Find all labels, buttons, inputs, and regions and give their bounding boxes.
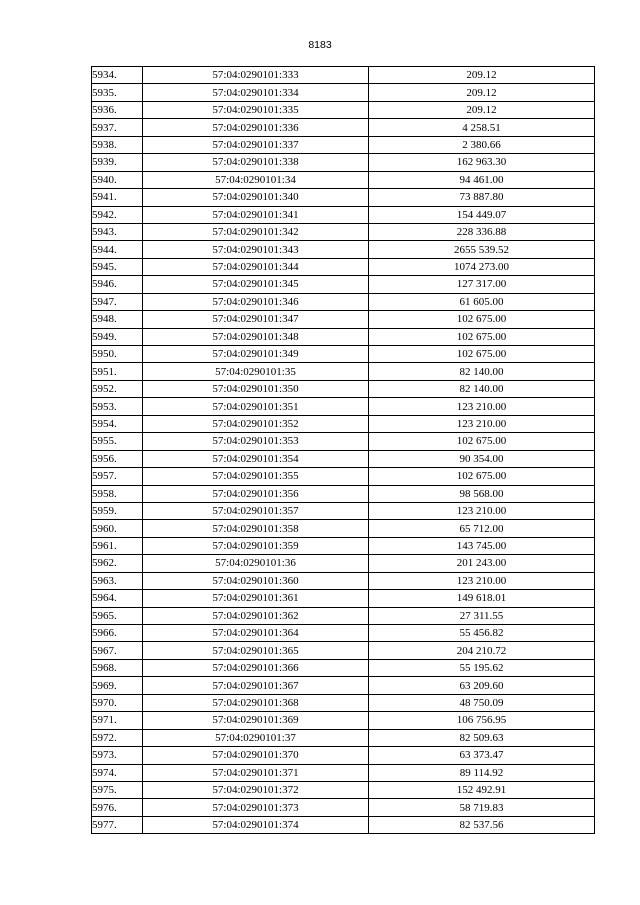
cadastral-number-cell: 57:04:0290101:340 [143, 189, 369, 206]
table-row [92, 520, 595, 537]
cadastral-value-cell: 209.12 [369, 101, 595, 118]
cadastral-value-cell: 102 675.00 [369, 328, 595, 345]
table-row [92, 729, 595, 746]
table-row [92, 119, 595, 136]
row-number-cell: 5972. [92, 729, 143, 746]
cadastral-value-cell: 27 311.55 [369, 607, 595, 624]
table-row [92, 659, 595, 676]
row-number-cell: 5955. [92, 433, 143, 450]
table-row [92, 555, 595, 572]
row-number-cell: 5950. [92, 346, 143, 363]
row-number-cell: 5957. [92, 468, 143, 485]
row-number-cell: 5936. [92, 101, 143, 118]
row-number-cell: 5965. [92, 607, 143, 624]
row-number-cell: 5964. [92, 590, 143, 607]
cadastral-value-cell: 82 140.00 [369, 363, 595, 380]
cadastral-number-cell: 57:04:0290101:369 [143, 712, 369, 729]
table-row [92, 468, 595, 485]
cadastral-value-cell: 82 537.56 [369, 816, 595, 833]
row-number-cell: 5960. [92, 520, 143, 537]
cadastral-value-cell: 94 461.00 [369, 171, 595, 188]
row-number-cell: 5971. [92, 712, 143, 729]
cadastral-number-cell: 57:04:0290101:362 [143, 607, 369, 624]
row-number-cell: 5938. [92, 136, 143, 153]
cadastral-value-cell: 4 258.51 [369, 119, 595, 136]
cadastral-value-cell: 102 675.00 [369, 468, 595, 485]
table-row [92, 363, 595, 380]
cadastral-number-cell: 57:04:0290101:349 [143, 346, 369, 363]
row-number-cell: 5977. [92, 816, 143, 833]
cadastral-value-cell: 65 712.00 [369, 520, 595, 537]
cadastral-number-cell: 57:04:0290101:342 [143, 223, 369, 240]
cadastral-number-cell: 57:04:0290101:344 [143, 258, 369, 275]
cadastral-number-cell: 57:04:0290101:364 [143, 625, 369, 642]
cadastral-number-cell: 57:04:0290101:356 [143, 485, 369, 502]
row-number-cell: 5947. [92, 293, 143, 310]
table-row [92, 450, 595, 467]
row-number-cell: 5946. [92, 276, 143, 293]
cadastral-value-cell: 90 354.00 [369, 450, 595, 467]
cadastral-value-cell: 123 210.00 [369, 415, 595, 432]
cadastral-number-cell: 57:04:0290101:354 [143, 450, 369, 467]
cadastral-value-cell: 1074 273.00 [369, 258, 595, 275]
cadastral-value-cell: 204 210.72 [369, 642, 595, 659]
cadastral-value-cell: 89 114.92 [369, 764, 595, 781]
cadastral-number-cell: 57:04:0290101:36 [143, 555, 369, 572]
row-number-cell: 5942. [92, 206, 143, 223]
cadastral-value-cell: 143 745.00 [369, 537, 595, 554]
cadastral-number-cell: 57:04:0290101:357 [143, 502, 369, 519]
cadastral-number-cell: 57:04:0290101:360 [143, 572, 369, 589]
cadastral-number-cell: 57:04:0290101:372 [143, 781, 369, 798]
cadastral-number-cell: 57:04:0290101:346 [143, 293, 369, 310]
cadastral-value-cell: 154 449.07 [369, 206, 595, 223]
cadastral-number-cell: 57:04:0290101:337 [143, 136, 369, 153]
cadastral-number-cell: 57:04:0290101:350 [143, 380, 369, 397]
table-row [92, 380, 595, 397]
row-number-cell: 5951. [92, 363, 143, 380]
cadastral-value-cell: 102 675.00 [369, 433, 595, 450]
cadastral-value-cell: 201 243.00 [369, 555, 595, 572]
table-row [92, 258, 595, 275]
cadastral-number-cell: 57:04:0290101:348 [143, 328, 369, 345]
row-number-cell: 5975. [92, 781, 143, 798]
table-row [92, 712, 595, 729]
cadastral-number-cell: 57:04:0290101:338 [143, 154, 369, 171]
row-number-cell: 5934. [92, 67, 143, 84]
row-number-cell: 5967. [92, 642, 143, 659]
cadastral-number-cell: 57:04:0290101:341 [143, 206, 369, 223]
table-row [92, 816, 595, 833]
row-number-cell: 5962. [92, 555, 143, 572]
table-row [92, 694, 595, 711]
row-number-cell: 5954. [92, 415, 143, 432]
cadastral-value-cell: 73 887.80 [369, 189, 595, 206]
cadastral-value-cell: 209.12 [369, 84, 595, 101]
cadastral-value-cell: 152 492.91 [369, 781, 595, 798]
table-row [92, 154, 595, 171]
cadastral-number-cell: 57:04:0290101:373 [143, 799, 369, 816]
cadastral-number-cell: 57:04:0290101:351 [143, 398, 369, 415]
cadastral-number-cell: 57:04:0290101:370 [143, 747, 369, 764]
row-number-cell: 5940. [92, 171, 143, 188]
cadastral-number-cell: 57:04:0290101:368 [143, 694, 369, 711]
row-number-cell: 5935. [92, 84, 143, 101]
cadastral-number-cell: 57:04:0290101:365 [143, 642, 369, 659]
cadastral-number-cell: 57:04:0290101:366 [143, 659, 369, 676]
table-row [92, 101, 595, 118]
table-row [92, 328, 595, 345]
row-number-cell: 5969. [92, 677, 143, 694]
cadastral-number-cell: 57:04:0290101:335 [143, 101, 369, 118]
cadastral-number-cell: 57:04:0290101:359 [143, 537, 369, 554]
row-number-cell: 5963. [92, 572, 143, 589]
cadastral-value-cell: 102 675.00 [369, 311, 595, 328]
table-row [92, 67, 595, 84]
cadastral-number-cell: 57:04:0290101:347 [143, 311, 369, 328]
row-number-cell: 5948. [92, 311, 143, 328]
table-row [92, 747, 595, 764]
table-row [92, 799, 595, 816]
row-number-cell: 5943. [92, 223, 143, 240]
table-row [92, 485, 595, 502]
cadastral-value-cell: 2 380.66 [369, 136, 595, 153]
table-row [92, 502, 595, 519]
cadastral-number-cell: 57:04:0290101:361 [143, 590, 369, 607]
cadastral-value-cell: 106 756.95 [369, 712, 595, 729]
table-row [92, 537, 595, 554]
cadastral-value-cell: 2655 539.52 [369, 241, 595, 258]
table-row [92, 206, 595, 223]
table-row [92, 642, 595, 659]
table-row [92, 189, 595, 206]
table-row [92, 311, 595, 328]
table-row [92, 84, 595, 101]
table-row [92, 136, 595, 153]
row-number-cell: 5937. [92, 119, 143, 136]
row-number-cell: 5974. [92, 764, 143, 781]
cadastral-number-cell: 57:04:0290101:358 [143, 520, 369, 537]
cadastral-value-cell: 48 750.09 [369, 694, 595, 711]
row-number-cell: 5952. [92, 380, 143, 397]
table-row [92, 398, 595, 415]
row-number-cell: 5944. [92, 241, 143, 258]
cadastral-value-cell: 102 675.00 [369, 346, 595, 363]
cadastral-value-cell: 82 509.63 [369, 729, 595, 746]
cadastral-number-cell: 57:04:0290101:343 [143, 241, 369, 258]
cadastral-number-cell: 57:04:0290101:353 [143, 433, 369, 450]
table-row [92, 293, 595, 310]
cadastral-value-cell: 82 140.00 [369, 380, 595, 397]
table-body [92, 67, 595, 834]
table-row [92, 241, 595, 258]
table-row [92, 346, 595, 363]
row-number-cell: 5959. [92, 502, 143, 519]
table-row [92, 171, 595, 188]
cadastral-number-cell: 57:04:0290101:367 [143, 677, 369, 694]
row-number-cell: 5941. [92, 189, 143, 206]
table-row [92, 781, 595, 798]
cadastral-value-cell: 149 618.01 [369, 590, 595, 607]
cadastral-number-cell: 57:04:0290101:336 [143, 119, 369, 136]
cadastral-value-cell: 228 336.88 [369, 223, 595, 240]
cadastral-number-cell: 57:04:0290101:334 [143, 84, 369, 101]
row-number-cell: 5966. [92, 625, 143, 642]
cadastral-number-cell: 57:04:0290101:37 [143, 729, 369, 746]
row-number-cell: 5956. [92, 450, 143, 467]
table-row [92, 572, 595, 589]
row-number-cell: 5958. [92, 485, 143, 502]
row-number-cell: 5973. [92, 747, 143, 764]
cadastral-value-cell: 63 209.60 [369, 677, 595, 694]
cadastral-value-cell: 127 317.00 [369, 276, 595, 293]
cadastral-number-cell: 57:04:0290101:333 [143, 67, 369, 84]
row-number-cell: 5961. [92, 537, 143, 554]
cadastral-value-cell: 55 195.62 [369, 659, 595, 676]
cadastral-number-cell: 57:04:0290101:352 [143, 415, 369, 432]
table-row [92, 607, 595, 624]
row-number-cell: 5976. [92, 799, 143, 816]
table-row [92, 625, 595, 642]
row-number-cell: 5970. [92, 694, 143, 711]
cadastral-value-cell: 123 210.00 [369, 572, 595, 589]
cadastral-number-cell: 57:04:0290101:34 [143, 171, 369, 188]
table-row [92, 276, 595, 293]
row-number-cell: 5949. [92, 328, 143, 345]
table-row [92, 223, 595, 240]
cadastral-value-cell: 55 456.82 [369, 625, 595, 642]
row-number-cell: 5945. [92, 258, 143, 275]
table-row [92, 677, 595, 694]
cadastral-value-cell: 123 210.00 [369, 502, 595, 519]
cadastral-number-cell: 57:04:0290101:345 [143, 276, 369, 293]
cadastral-number-cell: 57:04:0290101:374 [143, 816, 369, 833]
cadastral-value-cell: 63 373.47 [369, 747, 595, 764]
table-row [92, 764, 595, 781]
cadastral-number-cell: 57:04:0290101:35 [143, 363, 369, 380]
cadastral-value-cell: 61 605.00 [369, 293, 595, 310]
cadastral-value-table [91, 66, 595, 834]
cadastral-value-cell: 123 210.00 [369, 398, 595, 415]
table-row [92, 433, 595, 450]
cadastral-value-cell: 209.12 [369, 67, 595, 84]
cadastral-value-cell: 98 568.00 [369, 485, 595, 502]
table-row [92, 590, 595, 607]
cadastral-number-cell: 57:04:0290101:355 [143, 468, 369, 485]
row-number-cell: 5968. [92, 659, 143, 676]
cadastral-number-cell: 57:04:0290101:371 [143, 764, 369, 781]
cadastral-value-cell: 162 963.30 [369, 154, 595, 171]
page-number: 8183 [308, 39, 332, 51]
row-number-cell: 5939. [92, 154, 143, 171]
row-number-cell: 5953. [92, 398, 143, 415]
cadastral-value-cell: 58 719.83 [369, 799, 595, 816]
table-row [92, 415, 595, 432]
